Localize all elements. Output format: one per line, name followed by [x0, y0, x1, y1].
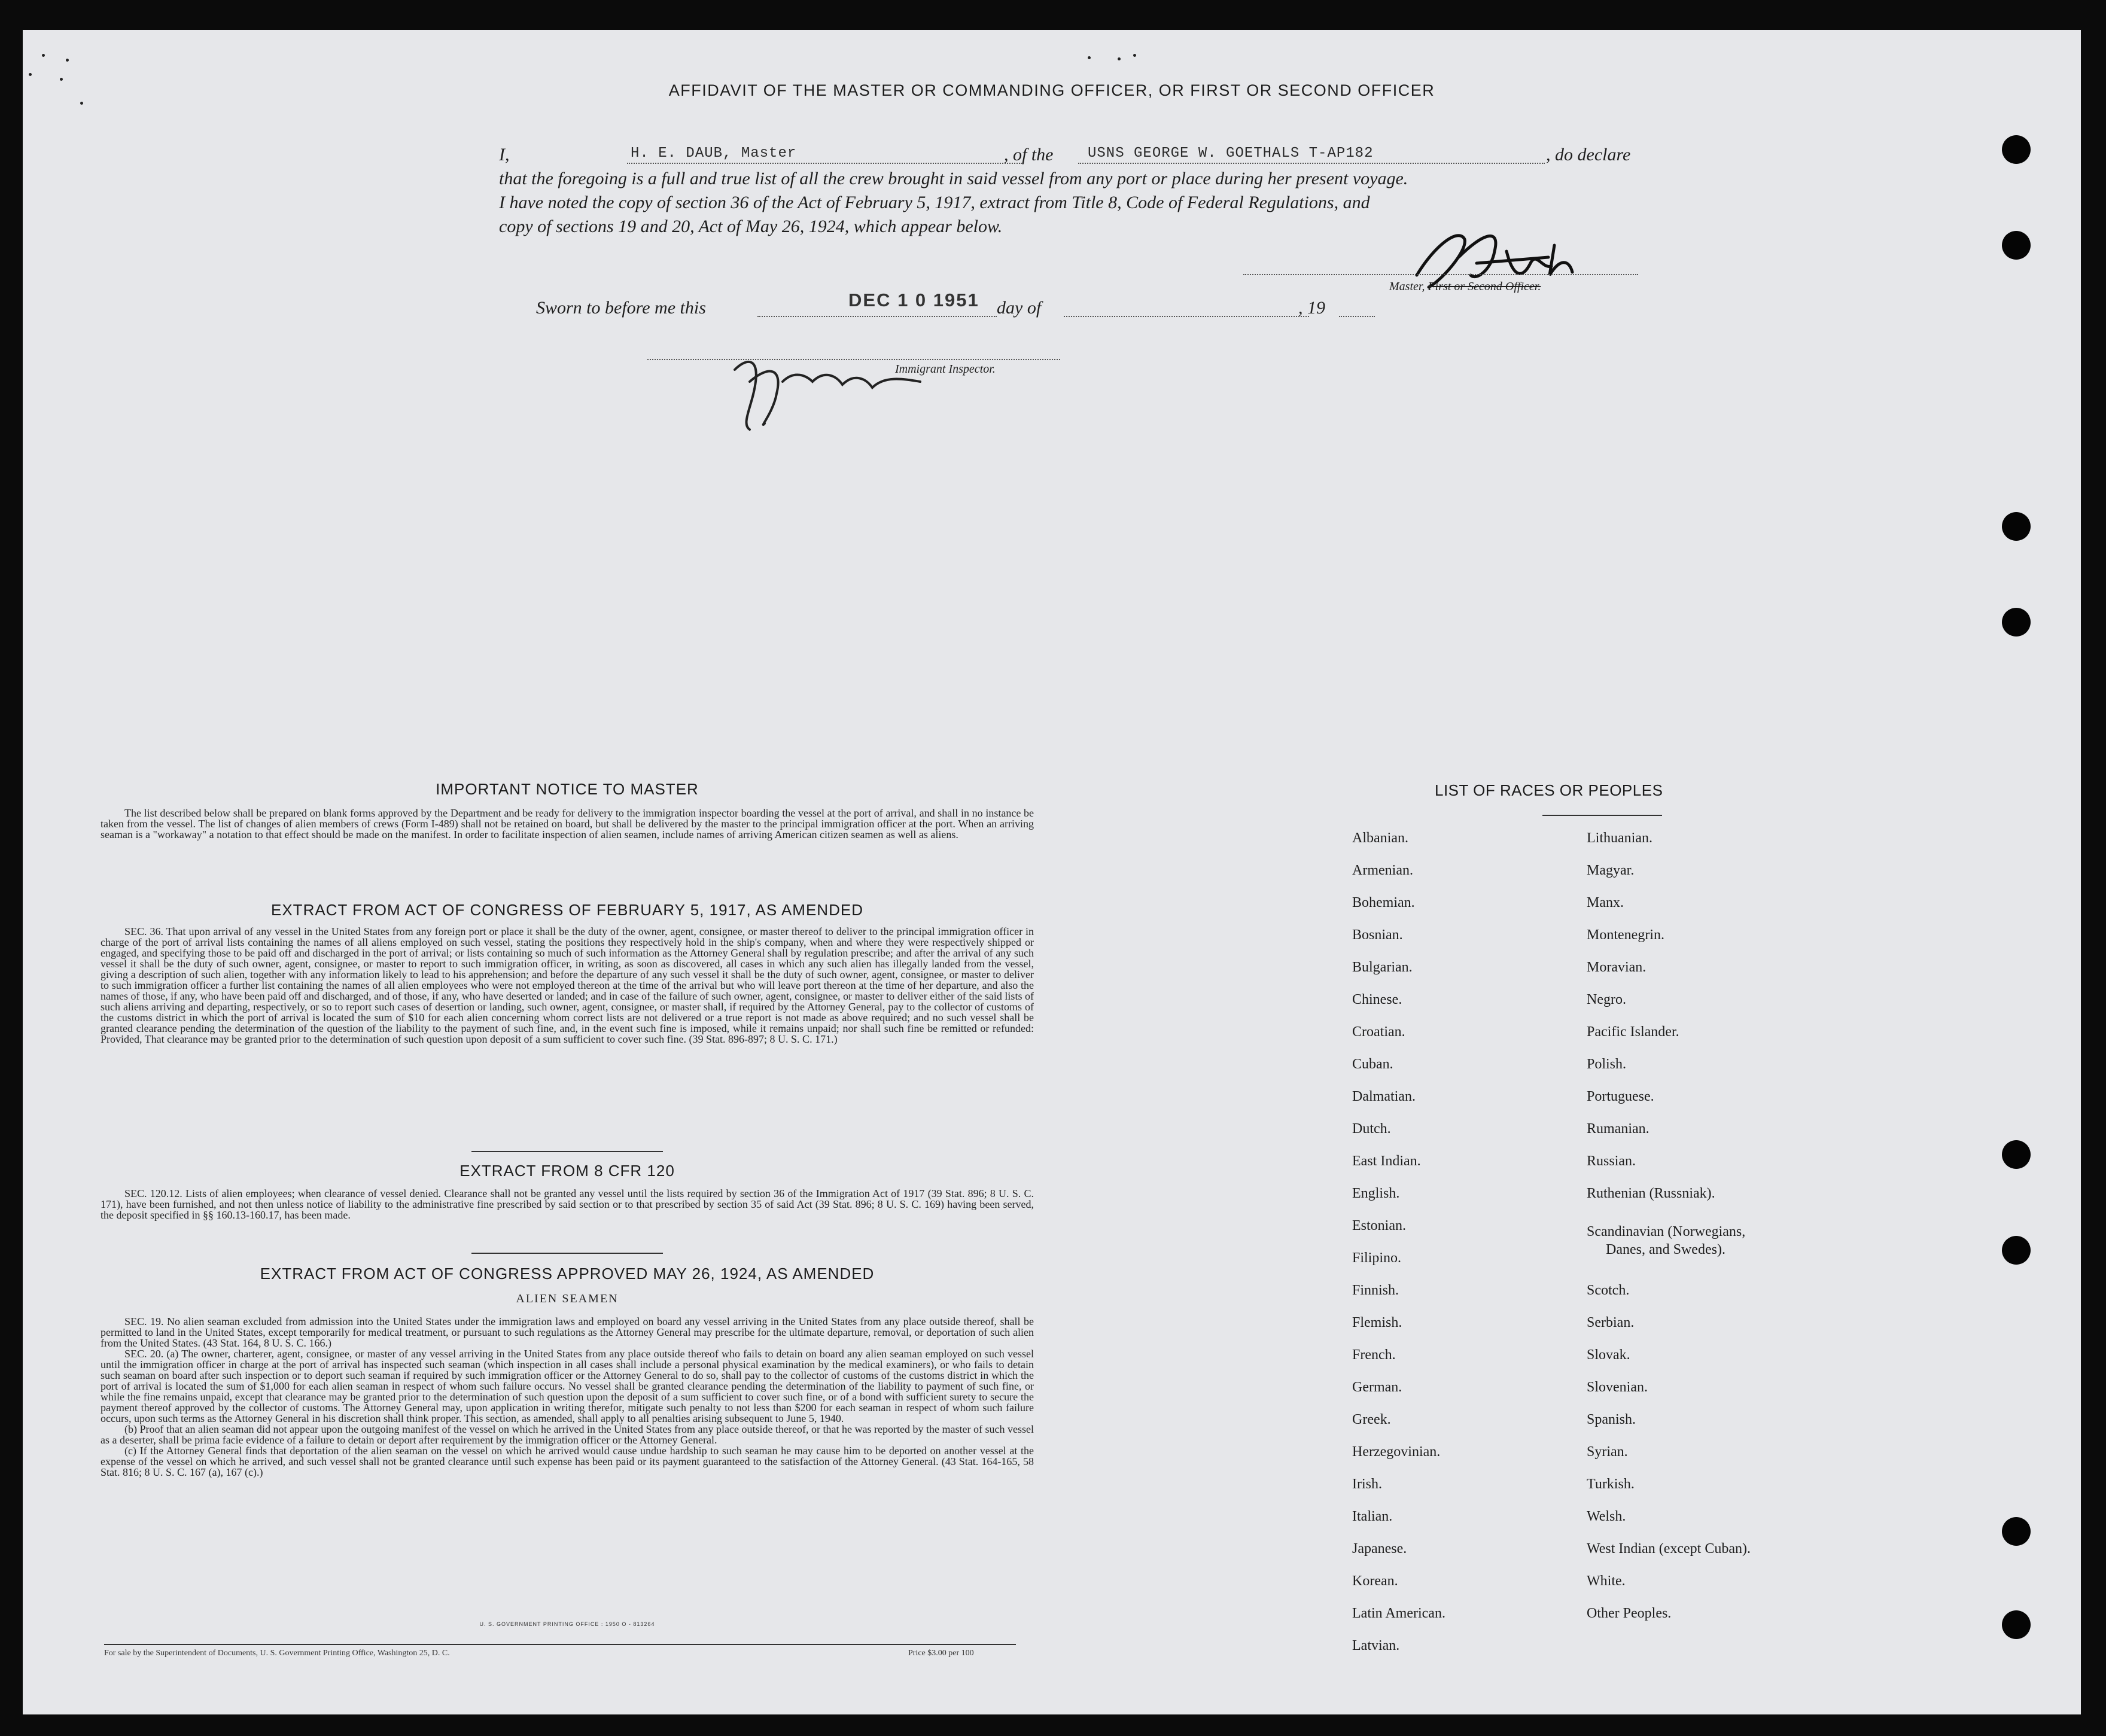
extract-cfr-paragraph: SEC. 120.12. Lists of alien employees; when clearance of vessel denied. Clearance shall not be granted any vessel until the lists required by section 36 of the Immigration Act of 1917 (39 Stat. 896; 8 U. S. C. 171), have been furnished, and not then unless notice of liability to the administrative fine prescribed by said section or to that prescribed by section 35 of said Act (39 Stat. 896; 8 U. S. C. 169) having been served, the deposit specified in §§ 160.13-160.17, has been made. [101, 1187, 1034, 1221]
speck [42, 54, 45, 57]
speck [80, 102, 83, 105]
races-divider [1542, 815, 1662, 816]
race-item: Russian. [1587, 1153, 1636, 1169]
race-item: East Indian. [1352, 1153, 1421, 1169]
race-item: Dalmatian. [1352, 1089, 1416, 1104]
footer-rule [104, 1644, 1016, 1645]
sworn-month-line [1064, 316, 1309, 317]
race-item: Latin American. [1352, 1606, 1445, 1621]
master-signature [1393, 209, 1644, 311]
race-item: Bosnian. [1352, 927, 1403, 943]
affidavit-line-3: I have noted the copy of section 36 of the Act of February 5, 1917, extract from Title 8, Code of Federal Regulations, and [499, 193, 1370, 212]
sworn-label: Sworn to before me this [536, 298, 706, 318]
date-stamp: DEC 1 0 1951 [848, 290, 979, 310]
race-item: Cuban. [1352, 1056, 1393, 1072]
race-item: Welsh. [1587, 1509, 1626, 1524]
gpo-imprint: U. S. GOVERNMENT PRINTING OFFICE : 1950 O - 813264 [479, 1621, 655, 1627]
race-item: Magyar. [1587, 863, 1635, 878]
speck [1088, 56, 1091, 59]
race-item: Finnish. [1352, 1283, 1399, 1298]
notice-body [101, 808, 1034, 840]
extract-1924-paragraph: SEC. 20. (a) The owner, charterer, agent, consignee, or master of any vessel arriving in the United States from any place outside thereof who fails to detain on board any alien seaman employed on such vessel until the immigration officer in charge at the port of arrival has inspected such seaman (which inspection in all cases shall include a personal physical examination by the medical examiners), or who fails to detain such seaman on board after such inspection or to deport such seaman if required by such immigration officer or the Attorney General to do so, shall pay to the collector of customs of the customs district in which the port of arrival is located the sum of $1,000 for each alien seaman in respect of whom such failure occurs. No vessel shall be granted clearance pending the determination of the liability to payment of such fine, or while the fine remains unpaid, except that clearance may be granted prior to the determination of such question upon the deposit of a sum sufficient to cover such fine, or of a bond with sufficient surety to secure the payment thereof approved by the collector of customs. The Attorney General may, upon application in writing therefor, mitigate such penalty to not less than $200 for each seaman in respect of whom such failure occurs, upon such terms as the Attorney General in his discretion shall think proper. This section, as amended, shall apply to all penalties arising subsequent to June 5, 1940. [101, 1348, 1034, 1424]
race-item: Dutch. [1352, 1121, 1391, 1137]
master-name-line [627, 163, 1022, 164]
punch-hole [2002, 1517, 2031, 1546]
race-item: Lithuanian. [1587, 830, 1652, 846]
race-item: Korean. [1352, 1573, 1398, 1589]
sworn-year-line [1339, 316, 1375, 317]
race-item: Latvian. [1352, 1638, 1400, 1653]
speck [60, 78, 63, 81]
race-item: Bohemian. [1352, 895, 1415, 910]
race-item: Portuguese. [1587, 1089, 1654, 1104]
speck [1133, 54, 1136, 57]
extract-1924-paragraph: SEC. 19. No alien seaman excluded from admission into the United States under the immigration laws and employed on board any vessel arriving in the United States from any place outside thereof, shall be permitted to land in the United States, except temporarily for medical treatment, or pursuant to such regulations as the Attorney General may prescribe for the ultimate departure, removal, or deportation of such alien from the United States. (43 Stat. 164, 8 U. S. C. 166.) [101, 1315, 1034, 1349]
race-item: White. [1587, 1573, 1626, 1589]
master-name: H. E. DAUB, Master [631, 145, 797, 162]
notice-title: IMPORTANT NOTICE TO MASTER [436, 780, 699, 798]
race-item: Filipino. [1352, 1250, 1402, 1266]
race-item: Croatian. [1352, 1024, 1405, 1040]
race-item: Scandinavian (Norwegians, [1587, 1224, 1746, 1239]
document-page [23, 30, 2081, 1714]
extract-1917-body [101, 926, 1034, 1044]
race-item: Danes, and Swedes). [1606, 1242, 1725, 1257]
extract-1924-title: EXTRACT FROM ACT OF CONGRESS APPROVED MAY 26, 1924, AS AMENDED [260, 1265, 875, 1283]
signature-caption-master: Master, [1389, 280, 1428, 293]
race-item: Slovenian. [1587, 1379, 1648, 1395]
race-item: English. [1352, 1186, 1400, 1201]
speck [66, 59, 69, 62]
race-item: German. [1352, 1379, 1402, 1395]
punch-hole [2002, 512, 2031, 541]
speck [29, 73, 32, 76]
signature-caption [1389, 280, 1541, 294]
affidavit-line-2: that the foregoing is a full and true list of all the crew brought in said vessel from any port or place during her present voyage. [499, 169, 1408, 188]
race-item: Scotch. [1587, 1283, 1630, 1298]
punch-hole [2002, 1236, 2031, 1265]
year-prefix: , 19 [1298, 298, 1325, 318]
vessel-name: USNS GEORGE W. GOETHALS T-AP182 [1088, 145, 1374, 162]
signature-caption-officer: First or Second Officer. [1428, 280, 1541, 293]
affidavit-lead: I, [499, 145, 510, 165]
races-title: LIST OF RACES OR PEOPLES [1435, 781, 1663, 799]
extract-1917-paragraph: SEC. 36. That upon arrival of any vessel in the United States from any foreign port or place it shall be the duty of the owner, agent, consignee, or master thereof to deliver to the principal immigration officer in charge of the port of arrival lists containing the names of all aliens employed on such vessel, stating the positions they respectively hold in the ship's company, when and where they were respectively shipped or engaged, and specifying those to be paid off and discharged in the port of arrival; or lists containing so much of such information as the Attorney General shall by regulation prescribe; and after the arrival of any such vessel it shall be the duty of such owner, agent, consignee, or master to report to such immigration officer, in writing, as soon as discovered, all cases in which any such alien has illegally landed from the vessel, giving a description of such alien, together with any information likely to lead to his apprehension; and before the departure of any such vessel it shall be the duty of such owner, agent, consignee, or master to deliver to such immigration officer a further list containing the names of all alien employees who were not employed thereon at the time of the arrival but who will leave port thereon at the time of her departure, and also the names of those, if any, who have been paid off and discharged, and of those, if any, who have deserted or landed; and in case of the failure of such owner, agent, consignee, or master to deliver either of the said lists of such aliens arriving and departing, respectively, or so to report such cases of desertion or landing, such owner, agent, consignee, or master shall, if required by the Attorney General, pay to the collector of customs of the customs district in which the port of arrival is located the sum of $10 for each alien concerning whom correct lists are not delivered or a true report is not made as above required; and no such vessel shall be granted clearance pending the determination of the question of the liability to the payment of such fine, and, in the event such fine is imposed, while it remains unpaid; nor shall such fine be remitted or refunded: Provided, That clearance may be granted prior to the determination of such question upon deposit of a sum sufficient to cover such fine. (39 Stat. 896-897; 8 U. S. C. 171.) [101, 925, 1034, 1045]
extract-cfr-title: EXTRACT FROM 8 CFR 120 [459, 1162, 675, 1180]
notice-paragraph: The list described below shall be prepared on blank forms approved by the Department and be ready for delivery to the immigration inspector boarding the vessel at the port of arrival, and shall in no instance be taken from the vessel. The list of changes of alien members of crews (Form I-489) shall not be retained on board, but shall be delivered by the master to the principal immigration officer at the port. When an arriving seaman is a "workaway" a notation to that effect should be made on the manifest. In order to facilitate inspection of alien seamen, include names of arriving American citizen seamen as well as aliens. [101, 807, 1034, 840]
race-item: Estonian. [1352, 1218, 1406, 1234]
race-item: French. [1352, 1347, 1396, 1363]
of-the-label: , of the [1004, 145, 1054, 165]
punch-hole [2002, 135, 2031, 164]
do-declare-label: , do declare [1546, 145, 1631, 165]
race-item: Rumanian. [1587, 1121, 1650, 1137]
race-item: Flemish. [1352, 1315, 1402, 1330]
section-divider [471, 1253, 663, 1254]
race-item: Other Peoples. [1587, 1606, 1672, 1621]
race-item: Serbian. [1587, 1315, 1635, 1330]
footer-left: For sale by the Superintendent of Documents, U. S. Government Printing Office, Washington 25, D. C. [104, 1649, 450, 1658]
race-item: Italian. [1352, 1509, 1393, 1524]
inspector-caption: Immigrant Inspector. [895, 363, 996, 376]
affidavit-title: AFFIDAVIT OF THE MASTER OR COMMANDING OFFICER, OR FIRST OR SECOND OFFICER [668, 81, 1435, 99]
race-item: Polish. [1587, 1056, 1627, 1072]
race-item: Albanian. [1352, 830, 1408, 846]
extract-1924-subtitle: ALIEN SEAMEN [516, 1292, 619, 1305]
punch-hole [2002, 1140, 2031, 1169]
race-item: Herzegovinian. [1352, 1444, 1441, 1460]
race-item: Syrian. [1587, 1444, 1628, 1460]
race-item: Spanish. [1587, 1412, 1636, 1427]
race-item: Irish. [1352, 1476, 1382, 1492]
race-item: Greek. [1352, 1412, 1391, 1427]
race-item: Chinese. [1352, 992, 1402, 1007]
race-item: Manx. [1587, 895, 1624, 910]
race-item: Montenegrin. [1587, 927, 1664, 943]
race-item: Negro. [1587, 992, 1626, 1007]
inspector-signature [723, 334, 962, 435]
extract-1924-paragraph: (c) If the Attorney General finds that deportation of the alien seaman on the vessel on which he arrived would cause undue hardship to such seaman he may cause him to be deported on another vessel at the expense of the vessel on which he arrived, and such vessel shall not be granted clearance until such expense has been paid or its payment guaranteed to the satisfaction of the Attorney General. (43 Stat. 164-165, 58 Stat. 816; 8 U. S. C. 167 (a), 167 (c).) [101, 1445, 1034, 1478]
race-item: Pacific Islander. [1587, 1024, 1679, 1040]
master-signature-line [1243, 274, 1638, 275]
race-item: Armenian. [1352, 863, 1413, 878]
extract-1924-body [101, 1316, 1034, 1478]
section-divider [471, 1151, 663, 1152]
sworn-day-line [757, 316, 997, 317]
footer-right: Price $3.00 per 100 [908, 1649, 974, 1658]
punch-hole [2002, 231, 2031, 260]
race-item: West Indian (except Cuban). [1587, 1541, 1751, 1557]
race-item: Moravian. [1587, 960, 1647, 975]
race-item: Japanese. [1352, 1541, 1407, 1557]
race-item: Slovak. [1587, 1347, 1630, 1363]
extract-1924-paragraph: (b) Proof that an alien seaman did not appear upon the outgoing manifest of the vessel on which he arrived in the United States from any place outside thereof, or that he was reported by the master of such vessel as a deserter, shall be prima facie evidence of a failure to detain or deport after requirement by the immigration officer or the Attorney General. [101, 1423, 1034, 1446]
punch-hole [2002, 608, 2031, 636]
race-item: Ruthenian (Russniak). [1587, 1186, 1715, 1201]
race-item: Bulgarian. [1352, 960, 1413, 975]
speck [1118, 57, 1121, 60]
vessel-name-line [1078, 163, 1545, 164]
race-item: Turkish. [1587, 1476, 1635, 1492]
extract-1917-title: EXTRACT FROM ACT OF CONGRESS OF FEBRUARY 5, 1917, AS AMENDED [271, 901, 863, 919]
inspector-signature-line [647, 359, 1060, 360]
affidavit-line-4: copy of sections 19 and 20, Act of May 26, 1924, which appear below. [499, 217, 1003, 236]
day-of-label: day of [997, 298, 1042, 318]
extract-cfr-body [101, 1188, 1034, 1220]
punch-hole [2002, 1610, 2031, 1639]
